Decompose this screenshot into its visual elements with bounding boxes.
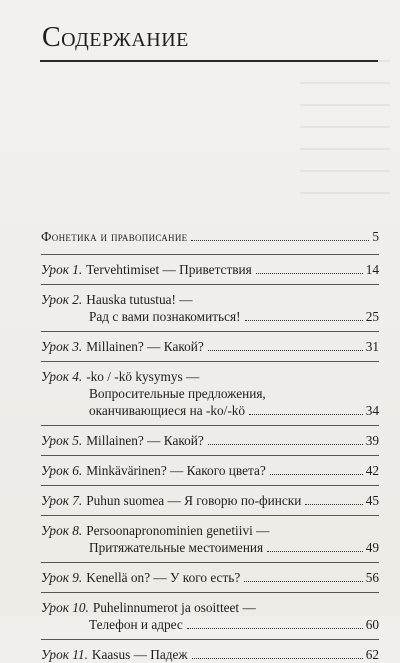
lesson-label: Урок 3. <box>41 339 83 354</box>
lesson-label: Урок 9. <box>41 570 83 585</box>
toc-section-entry[interactable] <box>41 228 379 248</box>
show-through-text <box>300 60 390 210</box>
lesson-title-text: Kaasus — Падеж <box>91 647 188 662</box>
lesson-title-text: оканчивающиеся на -ko/-kö <box>89 403 246 418</box>
leader-dots <box>187 628 363 629</box>
entry-line <box>41 385 379 402</box>
toc-lesson-entry[interactable] <box>41 492 379 509</box>
lesson-title-text: Millainen? — Какой? <box>86 339 204 354</box>
entry-separator <box>41 562 379 563</box>
toc-lesson-entry[interactable] <box>41 646 379 663</box>
page-number: 42 <box>365 463 379 478</box>
page-title: Содержание <box>42 22 189 53</box>
lesson-title-text: Kenellä on? — У кого есть? <box>86 570 241 585</box>
leader-dots <box>249 414 363 415</box>
lesson-label: Урок 11. <box>41 647 88 662</box>
page-number: 56 <box>365 570 379 585</box>
entry-line <box>41 402 379 419</box>
toc-lesson-entry[interactable] <box>41 338 379 355</box>
entry-line <box>41 646 379 663</box>
leader-dots <box>191 240 369 241</box>
page-number: 31 <box>365 339 379 354</box>
lesson-title-text: Millainen? — Какой? <box>86 433 204 448</box>
section-title: Фонетика и правописание <box>41 229 188 244</box>
page-number: 34 <box>365 403 379 418</box>
entry-separator <box>41 425 379 426</box>
entry-separator <box>41 361 379 362</box>
toc-lesson-entry[interactable] <box>41 432 379 449</box>
page-number: 25 <box>365 309 379 324</box>
entry-line <box>41 338 379 355</box>
lesson-label: Урок 10. <box>41 600 89 615</box>
lesson-title-text: Puhun suomea — Я говорю по-фински <box>86 493 302 508</box>
page-number: 60 <box>365 617 379 632</box>
toc-lesson-entry[interactable] <box>41 599 379 633</box>
entry-separator <box>41 254 379 255</box>
page-number: 39 <box>365 433 379 448</box>
leader-dots <box>256 273 363 274</box>
entry-separator <box>41 639 379 640</box>
entry-line <box>41 539 379 556</box>
entry-line <box>41 492 379 509</box>
lesson-title-text: Вопросительные предложения, <box>89 386 266 401</box>
entry-separator <box>41 284 379 285</box>
lesson-title-text: Притяжательные местоимения <box>89 540 264 555</box>
toc-lesson-entry[interactable] <box>41 261 379 278</box>
lesson-title-text: Телефон и адрес <box>89 617 183 632</box>
lesson-title-text: Puhelinnumerot ja osoitteet — <box>92 600 256 615</box>
lesson-label: Урок 5. <box>41 433 83 448</box>
leader-dots <box>245 320 363 321</box>
lesson-label: Урок 7. <box>41 493 83 508</box>
page-number: 5 <box>372 229 379 244</box>
page-number: 14 <box>365 262 379 277</box>
entry-line <box>41 616 379 633</box>
lesson-label: Урок 1. <box>41 262 83 277</box>
toc-lesson-entry[interactable] <box>41 522 379 556</box>
lesson-label: Урок 4. <box>41 369 83 384</box>
entry-line <box>41 308 379 325</box>
entry-line <box>41 261 379 278</box>
toc-lesson-entry[interactable] <box>41 569 379 586</box>
leader-dots <box>305 504 362 505</box>
lesson-title-text: Рад с вами познакомиться! <box>89 309 241 324</box>
page-number: 49 <box>365 540 379 555</box>
entry-separator <box>41 515 379 516</box>
entry-separator <box>41 592 379 593</box>
lesson-title-text: Tervehtimiset — Приветствия <box>86 262 252 277</box>
entry-line <box>41 569 379 586</box>
entry-separator <box>41 455 379 456</box>
leader-dots <box>208 350 363 351</box>
entry-line <box>41 522 379 539</box>
toc-lesson-entry[interactable] <box>41 368 379 419</box>
entry-line <box>41 291 379 308</box>
leader-dots <box>208 444 363 445</box>
leader-dots <box>192 658 363 659</box>
lesson-title-text: Minkävärinen? — Какого цвета? <box>86 463 266 478</box>
table-of-contents <box>41 228 379 663</box>
lesson-title-text: Hauska tutustua! — <box>86 292 193 307</box>
lesson-label: Урок 8. <box>41 523 83 538</box>
entry-line <box>41 432 379 449</box>
page-number: 62 <box>365 647 379 662</box>
entry-line <box>41 368 379 385</box>
toc-lesson-entry[interactable] <box>41 291 379 325</box>
lesson-label: Урок 6. <box>41 463 83 478</box>
leader-dots <box>244 581 362 582</box>
lesson-title-text: -ko / -kö kysymys — <box>86 369 200 384</box>
title-rule <box>40 60 378 62</box>
lesson-title-text: Persoonapronominien genetiivi — <box>86 523 270 538</box>
page-number: 45 <box>365 493 379 508</box>
entry-separator <box>41 485 379 486</box>
leader-dots <box>270 474 363 475</box>
entry-separator <box>41 331 379 332</box>
lesson-list <box>41 254 379 663</box>
leader-dots <box>267 551 363 552</box>
entry-line <box>41 462 379 479</box>
toc-lesson-entry[interactable] <box>41 462 379 479</box>
lesson-label: Урок 2. <box>41 292 83 307</box>
entry-line <box>41 599 379 616</box>
